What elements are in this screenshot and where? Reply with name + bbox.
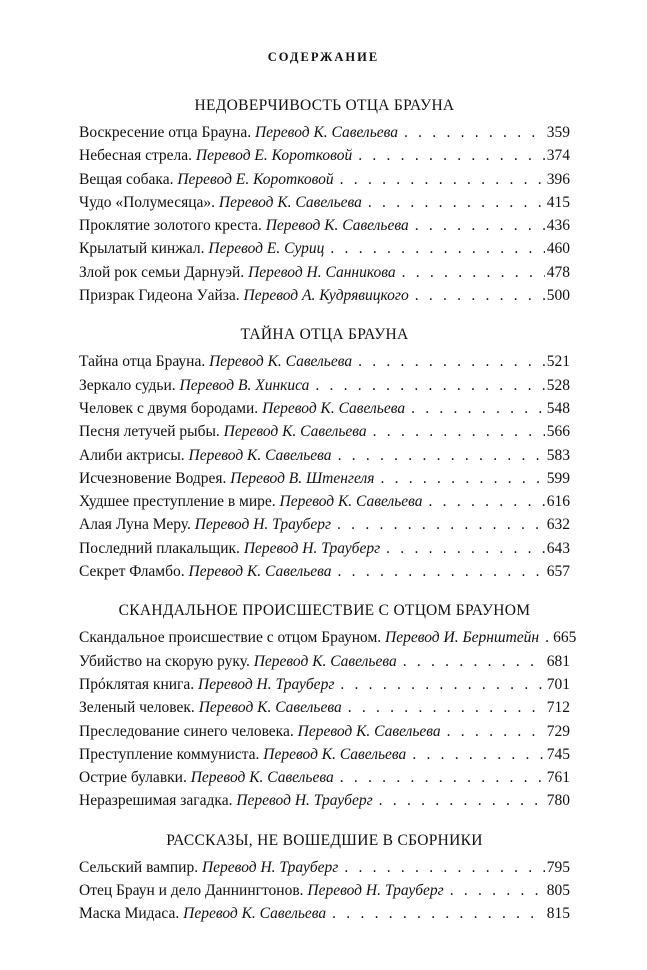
story-title: Человек с двумя бородами. xyxy=(79,399,259,417)
page-number: 632 xyxy=(546,516,570,534)
toc-entry[interactable] xyxy=(79,626,577,649)
dot-leader xyxy=(412,743,544,766)
toc-entry[interactable] xyxy=(79,144,570,167)
page-number: 374 xyxy=(546,147,570,165)
toc-entry[interactable] xyxy=(79,537,570,560)
page-number: 500 xyxy=(546,287,570,305)
translator-credit: Перевод К. Савельева xyxy=(253,652,397,670)
page-number: 795 xyxy=(546,858,570,876)
translator-credit: Перевод Н. Трауберг xyxy=(236,792,373,810)
dot-leader xyxy=(340,673,544,696)
page-number: 528 xyxy=(546,376,570,394)
translator-credit: Перевод Н. Трауберг xyxy=(194,516,332,534)
translator-credit: Перевод К. Савельева xyxy=(218,193,362,211)
toc-entry[interactable] xyxy=(79,650,570,673)
translator-credit: Перевод И. Бернштейн xyxy=(385,629,540,647)
dot-leader xyxy=(373,420,545,443)
translator-credit: Перевод Е. Коротковой xyxy=(195,147,353,165)
dot-leader xyxy=(338,560,545,583)
toc-entry[interactable] xyxy=(79,237,570,260)
story-title: Последний плакальщик. xyxy=(79,539,240,557)
toc-entry[interactable] xyxy=(79,284,570,307)
dot-leader xyxy=(415,284,545,307)
page-number: 780 xyxy=(546,792,570,810)
translator-credit: Перевод Н. Трауберг xyxy=(243,539,381,557)
page-number: 396 xyxy=(546,170,570,188)
story-title: Зеркало судьи. xyxy=(79,376,176,394)
page-number: 548 xyxy=(546,399,570,417)
dot-leader xyxy=(402,261,545,284)
translator-credit: Перевод А. Кудрявицкого xyxy=(243,287,409,305)
translator-credit: Перевод К. Савельева xyxy=(183,905,327,923)
story-title: Сельский вампир. xyxy=(79,858,199,876)
dot-leader xyxy=(450,879,545,902)
story-title: Исчезновение Водрея. xyxy=(79,469,227,487)
toc-entry[interactable] xyxy=(79,214,570,237)
toc-entry[interactable] xyxy=(79,350,570,373)
dot-leader xyxy=(340,168,545,191)
dot-leader xyxy=(404,121,545,144)
toc-entry[interactable] xyxy=(79,490,570,513)
page-number: 761 xyxy=(546,769,570,787)
page-title: СОДЕРЖАНИЕ xyxy=(267,50,380,64)
translator-credit: Перевод К. Савельева xyxy=(279,493,423,511)
dot-leader xyxy=(330,237,544,260)
dot-leader xyxy=(315,374,544,397)
page-number: 616 xyxy=(546,493,570,511)
story-title: Алиби актрисы. xyxy=(79,446,185,464)
story-title: Злой рок семьи Дарнуэй. xyxy=(79,263,245,281)
page-number: 436 xyxy=(546,217,570,235)
story-title: Секрет Фламбо. xyxy=(79,563,185,581)
page-number: 583 xyxy=(546,446,570,464)
dot-leader xyxy=(368,191,545,214)
toc-entry[interactable] xyxy=(79,560,570,583)
dot-leader xyxy=(332,902,545,925)
section-title: ТАЙНА ОТЦА БРАУНА xyxy=(240,326,409,344)
story-title: Скандальное происшествие с отцом Брауном. xyxy=(79,629,382,647)
story-title: Преступление коммуниста. xyxy=(79,745,260,763)
story-title: Чудо «Полумесяца». xyxy=(79,193,216,211)
story-title: Убийство на скорую руку. xyxy=(79,652,250,670)
translator-credit: Перевод В. Хинкиса xyxy=(179,376,310,394)
story-title: Крылатый кинжал. xyxy=(79,240,205,258)
page-number: 521 xyxy=(546,353,570,371)
story-title: Воскресение отца Брауна. xyxy=(79,124,252,141)
page-number: 566 xyxy=(546,423,570,441)
page-number: 643 xyxy=(546,539,570,557)
page-number: 599 xyxy=(546,469,570,487)
story-title: Острие булавки. xyxy=(79,769,187,787)
dot-leader xyxy=(411,397,545,420)
dot-leader xyxy=(545,626,551,649)
dot-leader xyxy=(447,720,545,743)
toc-entry[interactable] xyxy=(79,673,570,696)
story-title: Песня летучей рыбы. xyxy=(79,423,220,441)
translator-credit: Перевод К. Савельева xyxy=(262,399,406,417)
toc-entry[interactable] xyxy=(79,743,570,766)
toc-entry[interactable] xyxy=(79,168,570,191)
toc-entry[interactable] xyxy=(79,397,570,420)
story-title: Тайна отца Брауна. xyxy=(79,353,206,371)
translator-credit: Перевод Е. Суриц xyxy=(208,240,325,258)
story-title: Небесная стрела. xyxy=(79,147,193,165)
translator-credit: Перевод К. Савельева xyxy=(254,124,398,141)
translator-credit: Перевод Е. Коротковой xyxy=(177,170,334,188)
translator-credit: Перевод К. Савельева xyxy=(190,769,334,787)
dot-leader xyxy=(386,537,545,560)
dot-leader xyxy=(340,766,545,789)
translator-credit: Перевод В. Штенгеля xyxy=(230,469,375,487)
toc-section xyxy=(79,601,577,812)
toc-entry[interactable] xyxy=(79,374,570,397)
dot-leader xyxy=(415,214,545,237)
story-title: Прóклятая книга. xyxy=(79,675,195,693)
translator-credit: Перевод Н. Трауберг xyxy=(198,675,335,693)
toc-entry[interactable] xyxy=(79,191,570,214)
section-title: РАССКАЗЫ, НЕ ВОШЕДШИЕ В СБОРНИКИ xyxy=(166,831,483,849)
toc-entry[interactable] xyxy=(79,467,570,490)
dot-leader xyxy=(358,144,545,167)
translator-credit: Перевод К. Савельева xyxy=(198,699,342,717)
toc-entry[interactable] xyxy=(79,766,570,789)
translator-credit: Перевод К. Савельева xyxy=(209,353,353,371)
toc-entry[interactable] xyxy=(79,856,570,879)
dot-leader xyxy=(337,513,545,536)
story-title: Маска Мидаса. xyxy=(79,905,180,923)
section-title: СКАНДАЛЬНОЕ ПРОИСШЕСТВИЕ С ОТЦОМ БРАУНОМ xyxy=(118,602,531,620)
table-of-contents xyxy=(79,96,577,944)
translator-credit: Перевод Н. Санникова xyxy=(248,263,396,281)
page-number: 815 xyxy=(546,905,570,923)
page-number: 729 xyxy=(546,722,570,740)
section-title: НЕДОВЕРЧИВОСТЬ ОТЦА БРАУНА xyxy=(194,97,455,114)
story-title: Вещая собака. xyxy=(79,170,174,188)
toc-entry[interactable] xyxy=(79,121,570,144)
page-number: 665 xyxy=(553,629,577,647)
story-title: Проклятие золотого креста. xyxy=(79,217,262,235)
toc-section xyxy=(79,325,570,583)
page-number: 805 xyxy=(546,882,570,900)
dot-leader xyxy=(344,856,544,879)
story-title: Зеленый человек. xyxy=(79,699,195,717)
toc-entry[interactable] xyxy=(79,720,570,743)
page-number: 681 xyxy=(546,652,570,670)
translator-credit: Перевод Н. Трауберг xyxy=(201,858,339,876)
dot-leader xyxy=(348,696,545,719)
toc-entry[interactable] xyxy=(79,902,570,925)
toc-entry[interactable] xyxy=(79,513,570,536)
toc-section xyxy=(79,96,570,307)
dot-leader xyxy=(338,444,545,467)
page-number: 745 xyxy=(546,745,570,763)
story-title: Худшее преступление в мире. xyxy=(79,493,276,511)
story-title: Преследование синего человека. xyxy=(79,722,294,740)
story-title: Призрак Гидеона Уайза. xyxy=(79,287,240,305)
translator-credit: Перевод К. Савельева xyxy=(188,563,332,581)
translator-credit: Перевод К. Савельева xyxy=(188,446,332,464)
page-number: 701 xyxy=(546,675,570,693)
page-number: 657 xyxy=(546,563,570,581)
toc-entry[interactable] xyxy=(79,261,570,284)
page-number: 359 xyxy=(546,124,570,141)
dot-leader xyxy=(380,467,544,490)
translator-credit: Перевод К. Савельева xyxy=(265,217,409,235)
translator-credit: Перевод К. Савельева xyxy=(223,423,367,441)
story-title: Неразрешимая загадка. xyxy=(79,792,233,810)
dot-leader xyxy=(358,350,545,373)
toc-entry[interactable] xyxy=(79,696,570,719)
dot-leader xyxy=(379,789,545,812)
toc-entry[interactable] xyxy=(79,420,570,443)
page-number: 460 xyxy=(546,240,570,258)
translator-credit: Перевод К. Савельева xyxy=(297,722,441,740)
translator-credit: Перевод Н. Трауберг xyxy=(307,882,444,900)
page-number: 712 xyxy=(546,699,570,717)
story-title: Отец Браун и дело Даннингтонов. xyxy=(79,882,304,900)
dot-leader xyxy=(429,490,545,513)
translator-credit: Перевод К. Савельева xyxy=(263,745,407,763)
page-number: 478 xyxy=(546,263,570,281)
toc-entry[interactable] xyxy=(79,789,570,812)
toc-section xyxy=(79,831,570,926)
story-title: Алая Луна Меру. xyxy=(79,516,191,534)
toc-entry[interactable] xyxy=(79,879,570,902)
toc-entry[interactable] xyxy=(79,444,570,467)
page-number: 415 xyxy=(546,193,570,211)
dot-leader xyxy=(403,650,545,673)
